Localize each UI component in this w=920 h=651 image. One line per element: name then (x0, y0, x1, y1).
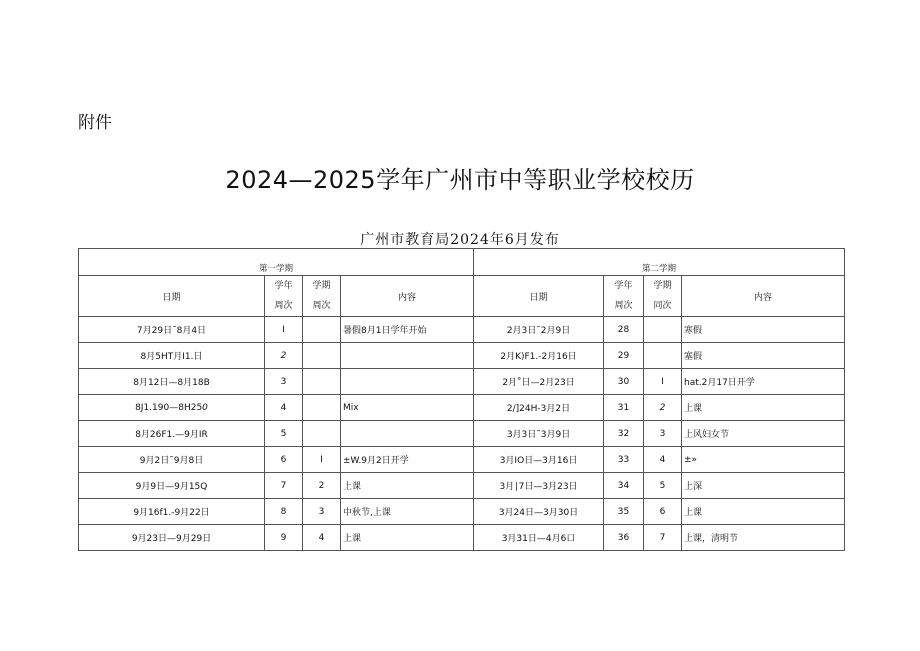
header-line: 周次 (274, 301, 293, 311)
content-cell: ±W.9月2日开学 (341, 447, 474, 473)
date-cell: 3月∣7日—3月23日 (474, 473, 604, 499)
date-cell: 8月12日—8月18B (79, 369, 265, 395)
header-line: 周次 (614, 301, 633, 311)
year-week-cell: 30 (604, 369, 644, 395)
table-row (79, 343, 845, 369)
date-cell: 9月9日—9月15Q (79, 473, 265, 499)
content-cell: 上课 (341, 473, 474, 499)
date-cell: 2月3日˜2月9日 (474, 317, 604, 343)
content-cell: 暑假8月1日学年开始 (341, 317, 474, 343)
date-text: 8J1.190—8H25 (135, 402, 203, 413)
content-cell: 上课，清明节 (682, 525, 845, 551)
content-cell (341, 421, 474, 447)
term-week-cell: 3 (644, 421, 682, 447)
term-week-cell (644, 317, 682, 343)
date-cell (79, 395, 265, 421)
content-cell: 上课 (341, 525, 474, 551)
term-week-cell (303, 395, 341, 421)
semester-header-row (79, 249, 845, 276)
date-cell: 9月16f1.-9月22日 (79, 499, 265, 525)
school-calendar-table (78, 248, 845, 551)
date-cell: 2月K)F1.-2月16日 (474, 343, 604, 369)
date-cell: 3月IO日—3月16日 (474, 447, 604, 473)
date-text-suffix: 0 (202, 402, 208, 413)
term-week-cell: 4 (303, 525, 341, 551)
term-week-header-s2 (644, 276, 682, 317)
year-week-cell: 34 (604, 473, 644, 499)
document-subtitle: 广州市教育局2024年6月发布 (360, 232, 560, 248)
content-cell: 上课 (682, 499, 845, 525)
table-row (79, 447, 845, 473)
content-cell: 中秋节,上课 (341, 499, 474, 525)
content-cell (341, 369, 474, 395)
year-week-cell: 7 (265, 473, 303, 499)
year-week-cell: 32 (604, 421, 644, 447)
date-cell: 7月29日˜8月4日 (79, 317, 265, 343)
attachment-label: 附件 (78, 113, 112, 133)
term-week-cell: 4 (644, 447, 682, 473)
date-cell: 2月˚日—2月23日 (474, 369, 604, 395)
content-header-s2: 内容 (682, 276, 845, 317)
table-row (79, 499, 845, 525)
year-week-cell: 29 (604, 343, 644, 369)
second-semester-header: 第二学期 (474, 249, 845, 276)
date-header-s1: 日期 (79, 276, 265, 317)
term-week-cell: 2 (303, 473, 341, 499)
year-week-cell: 9 (265, 525, 303, 551)
date-cell: 9月2日˜9月8日 (79, 447, 265, 473)
term-week-cell (303, 369, 341, 395)
date-cell: 3月31日—4月6口 (474, 525, 604, 551)
term-week-cell: 5 (644, 473, 682, 499)
year-week-cell: 4 (265, 395, 303, 421)
header-line: 学年 (614, 281, 633, 291)
content-cell: Mix (341, 395, 474, 421)
year-week-header-s2 (604, 276, 644, 317)
table-row (79, 317, 845, 343)
table-row (79, 369, 845, 395)
term-week-cell: 7 (644, 525, 682, 551)
header-line: 同次 (653, 301, 672, 311)
date-header-s2: 日期 (474, 276, 604, 317)
content-cell: hat.2月17日开学 (682, 369, 845, 395)
content-cell: 塞假 (682, 343, 845, 369)
date-cell: 8月26F1.—9月IR (79, 421, 265, 447)
year-week-header-s1 (265, 276, 303, 317)
year-week-cell: 31 (604, 395, 644, 421)
column-header-row (79, 276, 845, 317)
date-cell: 2/]24H-3月2日 (474, 395, 604, 421)
content-header-s1: 内容 (341, 276, 474, 317)
year-week-cell: 5 (265, 421, 303, 447)
term-week-cell: I (303, 447, 341, 473)
content-cell (341, 343, 474, 369)
table-row (79, 421, 845, 447)
term-week-cell: 3 (303, 499, 341, 525)
term-week-cell (303, 421, 341, 447)
year-week-cell: I (265, 317, 303, 343)
table-row (79, 395, 845, 421)
table-row (79, 525, 845, 551)
date-cell: 3月3日˜3月9日 (474, 421, 604, 447)
header-line: 学期 (312, 281, 331, 291)
content-cell: 上深 (682, 473, 845, 499)
year-week-cell: 35 (604, 499, 644, 525)
content-cell: 上课 (682, 395, 845, 421)
content-cell: ±» (682, 447, 845, 473)
year-week-cell: 28 (604, 317, 644, 343)
header-line: 学年 (274, 281, 293, 291)
document-title: 2024—2025学年广州市中等职业学校校历 (225, 166, 695, 194)
header-line: 周次 (312, 301, 331, 311)
date-cell: 8月5HT月I1.日 (79, 343, 265, 369)
table-row (79, 473, 845, 499)
header-line: 学期 (653, 281, 672, 291)
year-week-cell: 6 (265, 447, 303, 473)
first-semester-header: 第一学期 (79, 249, 474, 276)
term-week-cell (303, 317, 341, 343)
year-week-cell: 2 (265, 343, 303, 369)
term-week-header-s1 (303, 276, 341, 317)
content-cell: 上风妇女节 (682, 421, 845, 447)
date-cell: 3月24日—3月30日 (474, 499, 604, 525)
term-week-cell (644, 343, 682, 369)
year-week-cell: 36 (604, 525, 644, 551)
term-week-cell: I (644, 369, 682, 395)
term-week-cell (303, 343, 341, 369)
content-cell: 寒假 (682, 317, 845, 343)
year-week-cell: 33 (604, 447, 644, 473)
term-week-cell: 2 (644, 395, 682, 421)
date-cell: 9月23日—9月29日 (79, 525, 265, 551)
year-week-cell: 8 (265, 499, 303, 525)
term-week-cell: 6 (644, 499, 682, 525)
year-week-cell: 3 (265, 369, 303, 395)
